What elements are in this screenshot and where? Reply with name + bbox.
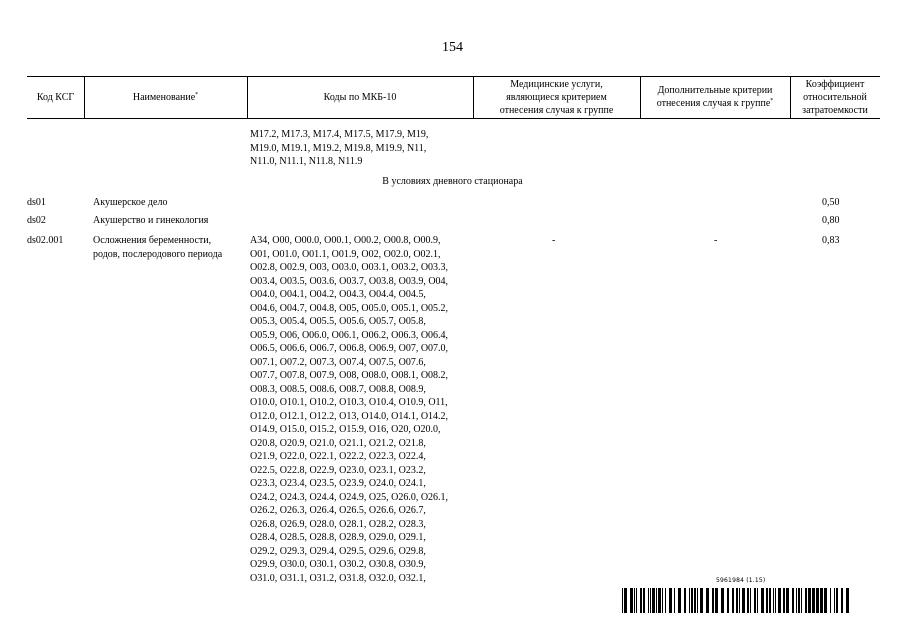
header-criteria-line: Дополнительные критерии [657,85,773,96]
row-services: - [552,235,556,246]
code-line: O29.9, O30.0, O30.1, O30.2, O30.8, O30.9, [250,559,426,570]
code-line: A34, O00, O00.0, O00.1, O00.2, O00.8, O00.9, [250,235,441,246]
section-title: В условиях дневного стационара [382,176,523,187]
code-line: O05.9, O06, O06.0, O06.1, O06.2, O06.3, O06.4, [250,329,449,341]
code-line: O07.7, O07.8, O07.9, O08, O08.0, O08.1, O08.2, [250,370,449,381]
header-criteria-line-2: отнесения случая к группе* [656,98,774,109]
code-line: O29.2, O29.3, O29.4, O29.5, O29.6, O29.8, [250,545,426,557]
row-name [93,234,222,261]
code-line: O08.3, O08.5, O08.6, O08.7, O08.8, O08.9, [250,383,426,395]
icd-codes-list [250,234,448,585]
code-line: O14.9, O15.0, O15.2, O15.9, O16, O20, O20.0, [250,424,441,435]
header-services-line: Медицинские услуги, [510,78,603,90]
barcode [622,588,852,613]
code-line: O23.3, O23.4, O23.5, O23.9, O24.0, O24.1, [250,478,426,489]
header-name [84,76,247,118]
code-line: O02.8, O02.9, O03, O03.0, O03.1, O03.2, O03.3, [250,262,449,273]
code-line: O31.0, O31.1, O31.2, O31.8, O32.0, O32.1, [250,572,426,584]
header-icd-codes: Коды по МКБ-10 [323,91,397,103]
code-line: O01, O01.0, O01.1, O01.9, O02, O02.0, O02.1, [250,248,441,260]
header-criteria [640,76,790,118]
row-coefficient: 0,80 [822,215,840,226]
header-coef-line: относительной [803,91,867,103]
row-name: Акушерское дело [93,197,168,208]
row-code: ds02 [27,215,46,226]
row-name-line: Осложнения беременности, [93,235,212,246]
header-services-line: являющиеся критерием [506,91,607,103]
code-line: O21.9, O22.0, O22.1, O22.2, O22.3, O22.4, [250,451,426,462]
row-name: Акушерство и гинекология [93,215,209,226]
code-line: O22.5, O22.8, O22.9, O23.0, O23.1, O23.2, [250,464,426,476]
code-line: N11.0, N11.1, N11.8, N11.9 [250,156,363,167]
code-line: O28.4, O28.5, O28.8, O28.9, O29.0, O29.1, [250,532,426,543]
code-line: O06.5, O06.6, O06.7, O06.8, O06.9, O07, O07.0, [250,343,449,354]
code-line: O26.8, O26.9, O28.0, O28.1, O28.2, O28.3, [250,518,426,530]
code-line: O04.6, O04.7, O04.8, O05, O05.0, O05.1, O05.2, [250,302,449,314]
barcode-gap [849,588,852,613]
code-line: O05.3, O05.4, O05.5, O05.6, O05.7, O05.8, [250,316,426,327]
code-line: O24.2, O24.3, O24.4, O24.9, O25, O26.0, O26.1, [250,491,449,503]
code-line: M17.2, M17.3, M17.4, M17.5, M17.9, M19, [250,129,429,140]
footnote-mark: * [770,98,774,104]
code-line: O03.4, O03.5, O03.6, O03.7, O03.8, O03.9, O04, [250,275,449,287]
code-line: O04.0, O04.1, O04.2, O04.3, O04.4, O04.5, [250,289,426,300]
header-coefficient [790,76,880,118]
code-line: O20.8, O20.9, O21.0, O21.1, O21.2, O21.8, [250,437,426,449]
header-services [473,76,640,118]
row-name-line: родов, послеродового периода [93,248,223,260]
row-code: ds02.001 [27,235,64,246]
code-line: O10.0, O10.1, O10.2, O10.3, O10.4, O10.9, O11, [250,397,448,408]
code-line: O26.2, O26.3, O26.4, O26.5, O26.6, O26.7, [250,505,426,516]
header-name-text: Наименование [132,91,196,103]
code-line: M19.0, M19.1, M19.2, M19.8, M19.9, N11, [250,142,427,154]
continuation-codes [250,128,428,169]
header-services-line: отнесения случая к группе [499,104,614,116]
code-line: O12.0, O12.1, O12.2, O13, O14.0, O14.1, O14.2, [250,410,449,422]
row-criteria: - [714,235,718,246]
footnote-mark: * [195,91,199,98]
row-code: ds01 [27,197,46,208]
row-coefficient: 0,83 [822,235,840,246]
code-line: O07.1, O07.2, O07.3, O07.4, O07.5, O07.6, [250,356,426,368]
row-coefficient: 0,50 [822,197,840,208]
table-header-rule [27,118,880,119]
page-number: 154 [442,40,463,55]
header-coef-line: Коэффициент [805,78,865,90]
header-code: Код КСГ [36,91,75,103]
barcode-number: 5961984 (1.15) [716,577,766,584]
header-coef-line: затратоемкости [802,104,868,116]
